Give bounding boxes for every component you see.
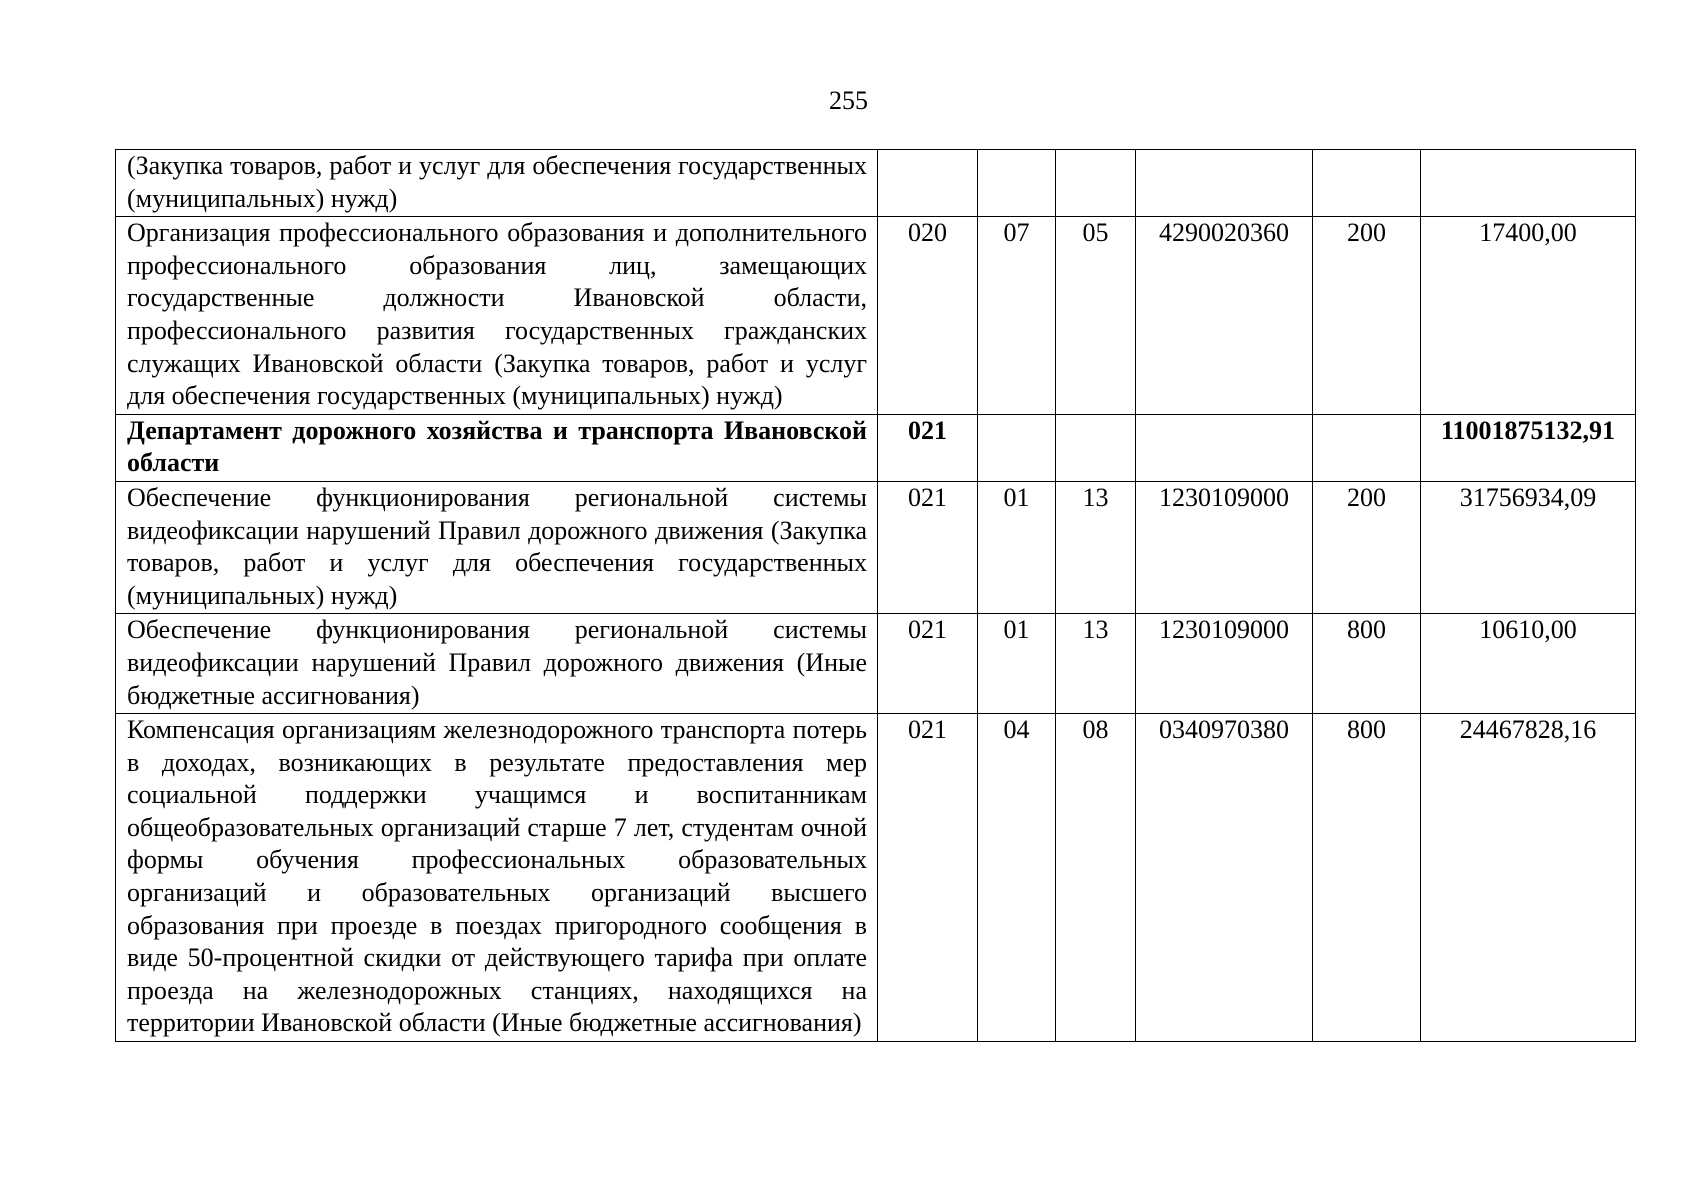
row-amount: 10610,00: [1421, 614, 1636, 714]
row-description: Компенсация организациям железнодорожного транспорта потерь в доходах, возникающих в результате предоставления мер социальной поддержки учащимся и воспитанникам общеобразовательных организаций старше 7 лет, студентам очной формы обучения профессиональных образовательных организаций и образовательных организаций высшего образования при проезде в поездах пригородного сообщения в виде 50-процентной скидки от действующего тарифа при оплате проезда на железнодорожных станциях, находящихся на территории Ивановской области (Иные бюджетные ассигнования): [116, 714, 878, 1042]
row-expense-type-code: 800: [1313, 614, 1421, 714]
row-subsection-code: 08: [1056, 714, 1136, 1042]
row-section-code: [978, 150, 1056, 217]
row-target-article-code: 1230109000: [1136, 481, 1313, 613]
table-row: [116, 217, 1636, 415]
row-grbs-code: 021: [878, 481, 978, 613]
row-section-code: 04: [978, 714, 1056, 1042]
row-expense-type-code: 200: [1313, 481, 1421, 613]
row-target-article-code: 4290020360: [1136, 217, 1313, 415]
row-target-article-code: 0340970380: [1136, 714, 1313, 1042]
row-expense-type-code: [1313, 414, 1421, 481]
row-description: Обеспечение функционирования региональной системы видеофиксации нарушений Правил дорожного движения (Иные бюджетные ассигнования): [116, 614, 878, 714]
row-expense-type-code: 200: [1313, 217, 1421, 415]
row-subsection-code: [1056, 414, 1136, 481]
row-amount: [1421, 150, 1636, 217]
row-description: Обеспечение функционирования региональной системы видеофиксации нарушений Правил дорожного движения (Закупка товаров, работ и услуг для обеспечения государственных (муниципальных) нужд): [116, 481, 878, 613]
row-subsection-code: 13: [1056, 614, 1136, 714]
row-amount: 11001875132,91: [1421, 414, 1636, 481]
row-amount: 31756934,09: [1421, 481, 1636, 613]
row-target-article-code: [1136, 414, 1313, 481]
row-section-code: [978, 414, 1056, 481]
row-section-code: 07: [978, 217, 1056, 415]
row-expense-type-code: 800: [1313, 714, 1421, 1042]
row-description: (Закупка товаров, работ и услуг для обеспечения государственных (муниципальных) нужд): [116, 150, 878, 217]
table-row-department: [116, 414, 1636, 481]
row-section-code: 01: [978, 481, 1056, 613]
budget-table: [115, 149, 1636, 1042]
row-expense-type-code: [1313, 150, 1421, 217]
row-section-code: 01: [978, 614, 1056, 714]
row-description: Департамент дорожного хозяйства и транспорта Ивановской области: [116, 414, 878, 481]
row-grbs-code: 020: [878, 217, 978, 415]
row-description: Организация профессионального образования и дополнительного профессионального образования лиц, замещающих государственные должности Ивановской области, профессионального развития государственных гражданских служащих Ивановской области (Закупка товаров, работ и услуг для обеспечения государственных (муниципальных) нужд): [116, 217, 878, 415]
table-row: [116, 714, 1636, 1042]
table-row: [116, 481, 1636, 613]
row-grbs-code: 021: [878, 614, 978, 714]
table-row: [116, 150, 1636, 217]
row-target-article-code: 1230109000: [1136, 614, 1313, 714]
page-number: 255: [829, 86, 868, 115]
table-row: [116, 614, 1636, 714]
row-amount: 24467828,16: [1421, 714, 1636, 1042]
row-grbs-code: 021: [878, 714, 978, 1042]
row-amount: 17400,00: [1421, 217, 1636, 415]
row-subsection-code: 13: [1056, 481, 1136, 613]
row-subsection-code: [1056, 150, 1136, 217]
row-grbs-code: [878, 150, 978, 217]
row-grbs-code: 021: [878, 414, 978, 481]
row-target-article-code: [1136, 150, 1313, 217]
row-subsection-code: 05: [1056, 217, 1136, 415]
